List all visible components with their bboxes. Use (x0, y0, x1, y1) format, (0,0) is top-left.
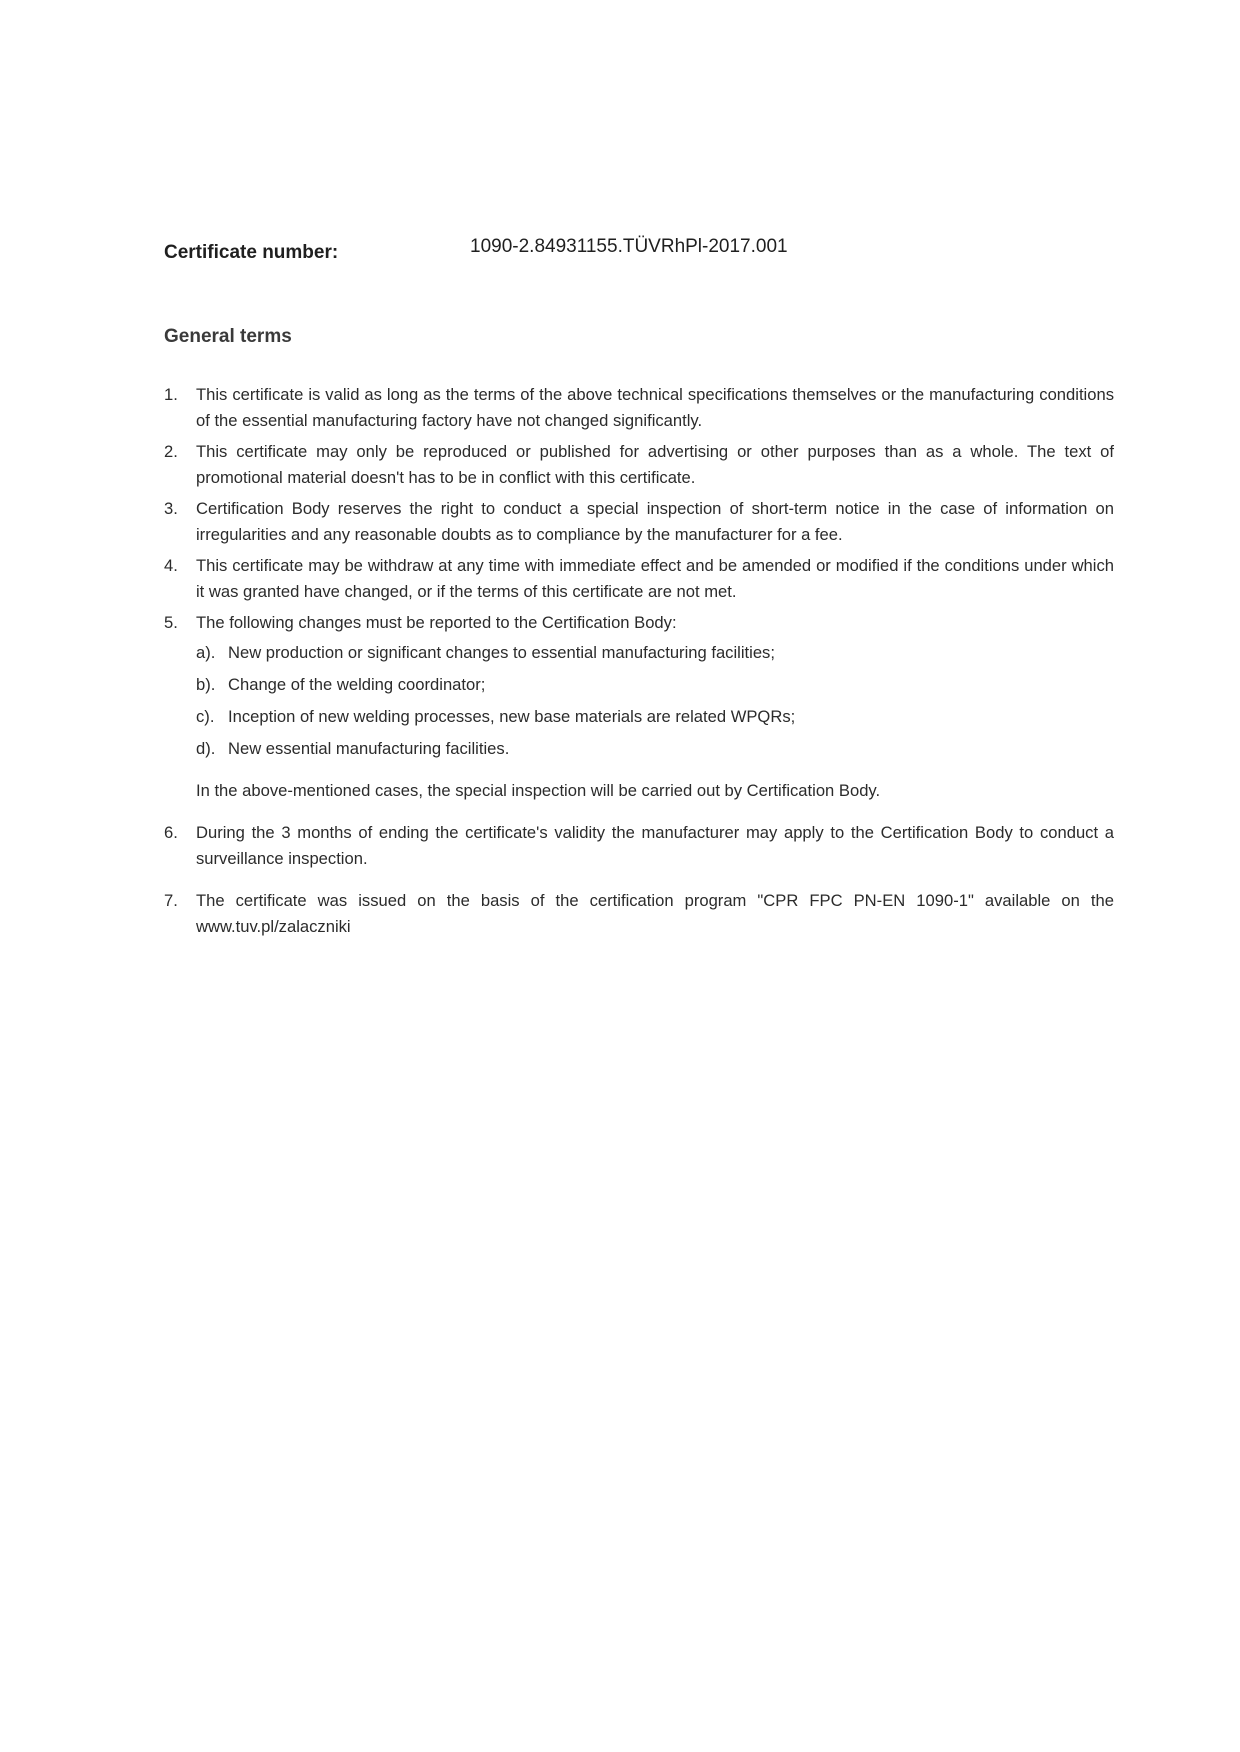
term-item-4 (164, 553, 1114, 605)
term-5-note: In the above-mentioned cases, the special inspection will be carried out by Certification Body. (196, 781, 881, 800)
term-text: The following changes must be reported to the Certification Body: (196, 613, 677, 632)
sub-item-letter: c). (196, 707, 215, 726)
sub-item-letter: b). (196, 675, 216, 694)
general-terms-list (164, 382, 1114, 945)
term-text: The certificate was issued on the basis of the certification program "CPR FPC PN-EN 1090-1" available on the www.tuv.pl/zalaczniki (196, 891, 1114, 936)
sub-item-d (196, 736, 1114, 762)
term-item-2 (164, 439, 1114, 491)
reportable-changes-list (196, 640, 1114, 762)
term-number: 5. (164, 613, 178, 632)
certificate-number-row (164, 236, 1124, 266)
sub-item-text: Inception of new welding processes, new base materials are related WPQRs; (228, 707, 796, 726)
certificate-number-label: Certificate number: (164, 242, 339, 263)
term-number: 6. (164, 823, 178, 842)
term-text: Certification Body reserves the right to conduct a special inspection of short-term notice in the case of information on irregularities and any reasonable doubts as to compliance by the manufacturer for a fee. (196, 499, 1114, 544)
term-number: 2. (164, 442, 178, 461)
term-text: During the 3 months of ending the certificate's validity the manufacturer may apply to the Certification Body to conduct a surveillance inspection. (196, 823, 1114, 868)
sub-item-letter: d). (196, 739, 216, 758)
sub-item-text: New essential manufacturing facilities. (228, 739, 510, 758)
sub-item-c (196, 704, 1114, 730)
term-item-5 (164, 610, 1114, 804)
term-number: 7. (164, 891, 178, 910)
term-item-3 (164, 496, 1114, 548)
term-number: 3. (164, 499, 178, 518)
term-item-1 (164, 382, 1114, 434)
term-text: This certificate is valid as long as the terms of the above technical specifications themselves or the manufacturing conditions of the essential manufacturing factory have not changed significantly. (196, 385, 1114, 430)
term-text: This certificate may only be reproduced or published for advertising or other purposes than as a whole. The text of promotional material doesn't has to be in conflict with this certificate. (196, 442, 1114, 487)
term-number: 1. (164, 385, 178, 404)
sub-item-text: Change of the welding coordinator; (228, 675, 486, 694)
term-item-7 (164, 888, 1114, 940)
term-text: This certificate may be withdraw at any time with immediate effect and be amended or modified if the conditions under which it was granted have changed, or if the terms of this certificate are not met. (196, 556, 1114, 601)
sub-item-b (196, 672, 1114, 698)
sub-item-text: New production or significant changes to essential manufacturing facilities; (228, 643, 775, 662)
term-item-6 (164, 820, 1114, 872)
sub-item-letter: a). (196, 643, 216, 662)
sub-item-a (196, 640, 1114, 666)
term-number: 4. (164, 556, 178, 575)
general-terms-title: General terms (164, 326, 292, 347)
certificate-number-value: 1090-2.84931155.TÜVRhPl-2017.001 (470, 236, 788, 257)
